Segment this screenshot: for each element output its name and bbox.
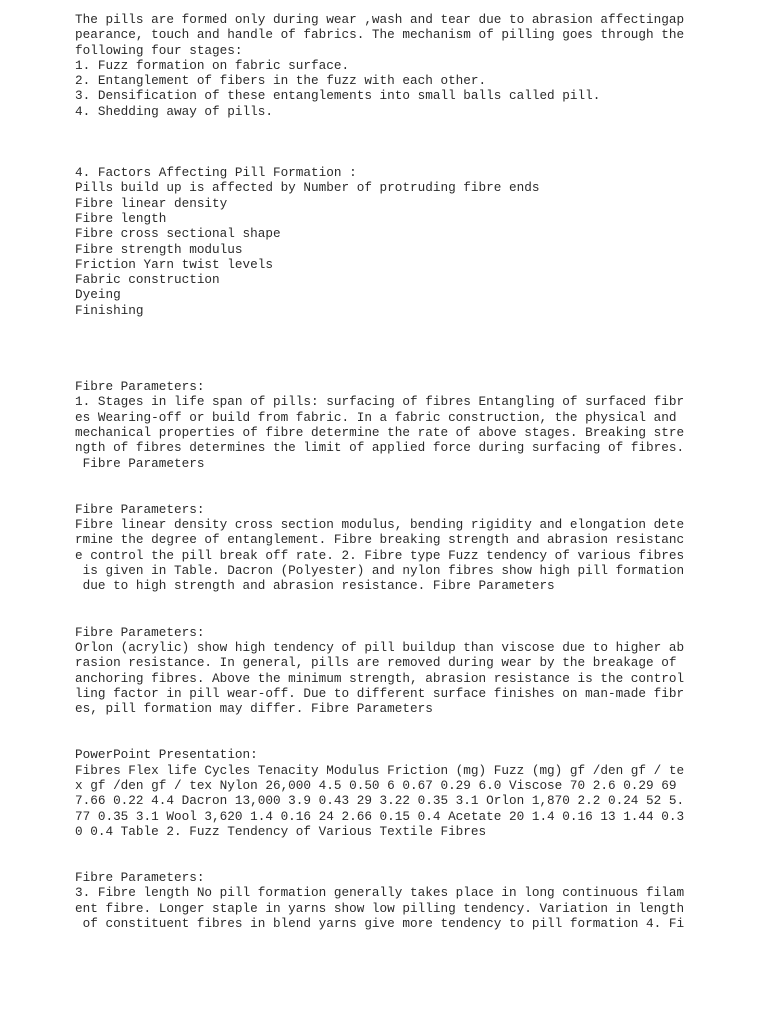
text-line: Fibre linear density cross section modulus, bending rigidity and elongation dete [75, 517, 685, 533]
fibre-parameters-section-2 [75, 502, 715, 594]
fibre-parameters-section-4 [75, 870, 715, 931]
text-line: ling factor in pill wear-off. Due to different surface finishes on man-made fibr [75, 685, 685, 701]
text-line: ent fibre. Longer staple in yarns show low pilling tendency. Variation in length [75, 900, 685, 916]
text-line: 7.66 0.22 4.4 Dacron 13,000 3.9 0.43 29 3.22 0.35 3.1 Orlon 1,870 2.2 0.24 52 5. [75, 793, 685, 809]
text-line: mechanical properties of fibre determine the rate of above stages. Breaking stre [75, 424, 685, 440]
text-line: Orlon (acrylic) show high tendency of pill buildup than viscose due to higher ab [75, 639, 685, 655]
text-line: 2. Entanglement of fibers in the fuzz with each other. [75, 73, 487, 89]
intro-paragraph [75, 12, 715, 119]
text-line: rasion resistance. In general, pills are removed during wear by the breakage of [75, 655, 677, 671]
text-line: of constituent fibres in blend yarns give more tendency to pill formation 4. Fi [75, 916, 685, 932]
text-line: The pills are formed only during wear ,wash and tear due to abrasion affectingap [75, 12, 685, 27]
text-line: Fibre Parameters [75, 455, 205, 471]
text-line: Fibre Parameters: [75, 379, 205, 395]
text-line: 1. Fuzz formation on fabric surface. [75, 57, 350, 73]
text-line: 4. Factors Affecting Pill Formation : [75, 165, 357, 181]
text-line: e control the pill break off rate. 2. Fibre type Fuzz tendency of various fibres [75, 547, 685, 563]
text-line: Fibre Parameters: [75, 870, 205, 886]
text-line: 3. Fibre length No pill formation generally takes place in long continuous filam [75, 885, 685, 901]
text-line: following four stages: [75, 42, 243, 58]
factors-list [75, 165, 715, 318]
text-line: anchoring fibres. Above the minimum strength, abrasion resistance is the control [75, 670, 685, 686]
text-line: 77 0.35 3.1 Wool 3,620 1.4 0.16 24 2.66 0.15 0.4 Acetate 20 1.4 0.16 13 1.44 0.3 [75, 808, 685, 824]
document-page [75, 12, 715, 931]
text-line: es, pill formation may differ. Fibre Parameters [75, 701, 433, 717]
text-line: Fibres Flex life Cycles Tenacity Modulus Friction (mg) Fuzz (mg) gf /den gf / te [75, 762, 685, 778]
text-line: Pills build up is affected by Number of protruding fibre ends [75, 180, 540, 196]
text-line: ngth of fibres determines the limit of applied force during surfacing of fibres. [75, 440, 685, 456]
text-line: Fibre Parameters: [75, 501, 205, 517]
fibre-parameters-section-1 [75, 379, 715, 471]
text-line: pearance, touch and handle of fabrics. The mechanism of pilling goes through the [75, 27, 685, 43]
fibre-parameters-section-3 [75, 625, 715, 717]
text-line: 0 0.4 Table 2. Fuzz Tendency of Various Textile Fibres [75, 823, 487, 839]
text-line: x gf /den gf / tex Nylon 26,000 4.5 0.50 6 0.67 0.29 6.0 Viscose 70 2.6 0.29 69 [75, 777, 677, 793]
text-line: 3. Densification of these entanglements into small balls called pill. [75, 88, 601, 104]
text-line: Finishing [75, 302, 144, 318]
text-line: 4. Shedding away of pills. [75, 103, 273, 119]
text-line: es Wearing-off or build from fabric. In a fabric construction, the physical and [75, 409, 677, 425]
text-line: Fabric construction [75, 272, 220, 288]
text-line: Friction Yarn twist levels [75, 256, 273, 272]
text-line: Fibre length [75, 210, 167, 226]
text-line: Fibre strength modulus [75, 241, 243, 257]
text-line: Fibre Parameters: [75, 624, 205, 640]
text-line: due to high strength and abrasion resistance. Fibre Parameters [75, 578, 555, 594]
text-line: PowerPoint Presentation: [75, 747, 258, 763]
text-line: is given in Table. Dacron (Polyester) and nylon fibres show high pill formation [75, 563, 685, 579]
text-line: rmine the degree of entanglement. Fibre breaking strength and abrasion resistanc [75, 532, 685, 548]
powerpoint-table-section [75, 747, 715, 839]
text-line: Fibre linear density [75, 195, 228, 211]
text-line: Dyeing [75, 287, 121, 303]
text-line: 1. Stages in life span of pills: surfacing of fibres Entangling of surfaced fibr [75, 394, 685, 410]
text-line: Fibre cross sectional shape [75, 226, 281, 242]
